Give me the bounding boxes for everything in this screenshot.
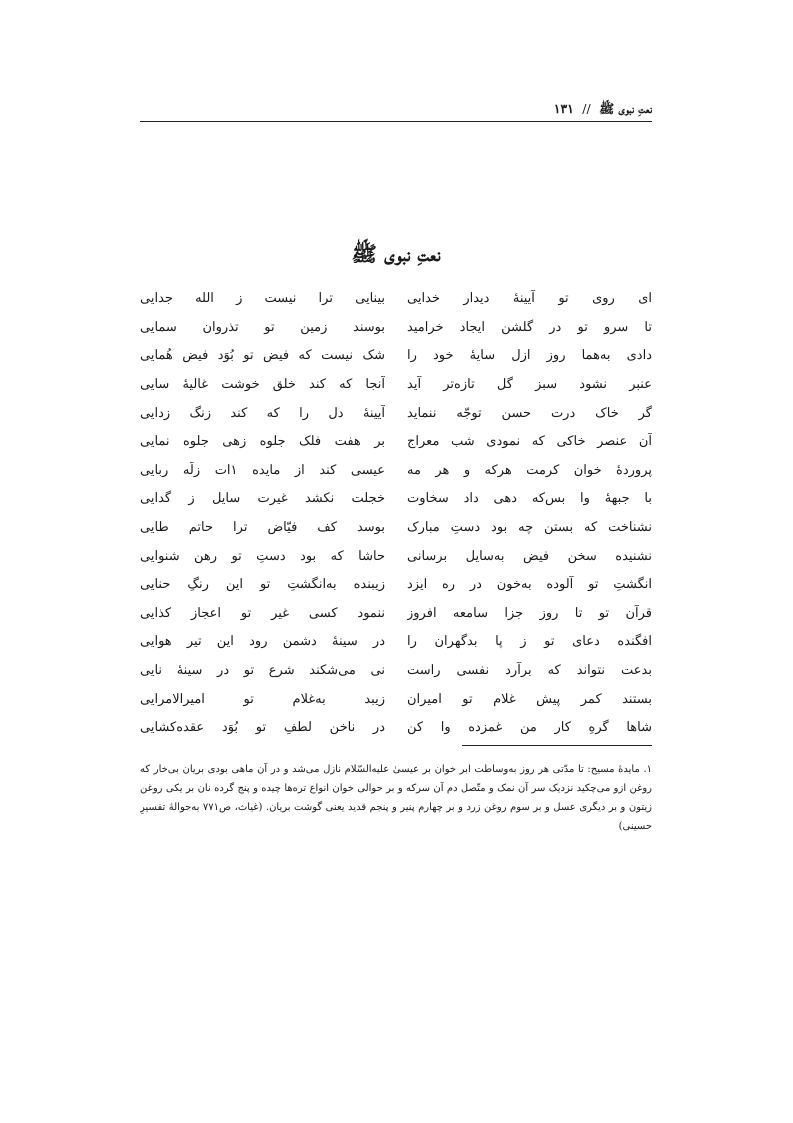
hemistich-second: ننمود کسی غیر تو اعجاز کذایی xyxy=(140,605,385,621)
hemistich-second: نی می‌شکند شرع تو در سینۀ نایی xyxy=(140,663,385,679)
hemistich-first: دادی به‌هما روز ازل سایۀ خود را xyxy=(407,348,652,364)
couplet xyxy=(140,428,652,457)
couplet xyxy=(140,628,652,657)
couplet xyxy=(140,371,652,400)
hemistich-second: خجلت نکشد غیرت سایل ز گدایی xyxy=(140,491,385,507)
hemistich-second: بوسند زمین تو تذروان سمایی xyxy=(140,319,385,335)
couplet xyxy=(140,714,652,743)
hemistich-first: قرآن تو تا روز جزا سامعه افروز xyxy=(407,605,652,621)
hemistich-second: بوسد کف فیّاض ترا حاتم طایی xyxy=(140,520,385,536)
hemistich-first: گر خاک درت حسن توجّه ننماید xyxy=(407,405,652,421)
couplet xyxy=(140,314,652,343)
hemistich-second: بر هفت فلک جلوه زهی جلوه نمایی xyxy=(140,434,385,450)
hemistich-first: ای روی تو آیینۀ دیدار خدایی xyxy=(407,291,652,307)
running-header xyxy=(140,98,652,120)
hemistich-first: عنبر نشود سبز گل تازه‌تر آید xyxy=(407,377,652,393)
hemistich-second: عیسی کند از مایده ۱ات زلّه ربایی xyxy=(140,462,385,478)
footnote-rule xyxy=(462,745,652,746)
hemistich-first: تا سرو تو در گلشن ایجاد خرامید xyxy=(407,319,652,335)
hemistich-second: زیبد به‌غلام تو امیرالامرایی xyxy=(140,691,385,707)
hemistich-first: با جبهۀ وا بس‌که دهی داد سخاوت xyxy=(407,491,652,507)
hemistich-first: بستند کمر پیش غلام تو امیران xyxy=(407,691,652,707)
header-rule xyxy=(140,121,652,122)
hemistich-second: آیینۀ دل را که کند زنگ زدایی xyxy=(140,405,385,421)
couplet xyxy=(140,342,652,371)
couplet xyxy=(140,399,652,428)
hemistich-second: شک نیست که فیض تو بُوَد فیض هُمایی xyxy=(140,348,385,364)
hemistich-first: شاها گرهِ کار من غمزده وا کن xyxy=(407,720,652,736)
couplet xyxy=(140,571,652,600)
running-header-title: نعتِ نبوی ﷺ xyxy=(599,101,652,116)
hemistich-second: در ناخن لطفِ تو بُوَد عقده‌کشایی xyxy=(140,720,385,736)
couplet xyxy=(140,542,652,571)
hemistich-first: پروردۀ خوان کرمت هرکه و هر مه xyxy=(407,462,652,478)
hemistich-second: زیبنده به‌انگشتِ تو این رنگِ حنایی xyxy=(140,577,385,593)
hemistich-second: بینایی ترا نیست ز الله جدایی xyxy=(140,291,385,307)
running-header-separator: // xyxy=(582,101,591,116)
hemistich-first: آن عنصر خاکی که نمودی شب معراج xyxy=(407,434,652,450)
couplet xyxy=(140,600,652,629)
hemistich-first: بدعت نتواند که برآرد نفسی راست xyxy=(407,663,652,679)
hemistich-second: در سینۀ دشمن رود این تیر هوایی xyxy=(140,634,385,650)
poem-title: نعتِ نبوی ﷺ xyxy=(351,241,441,266)
page-number: ۱۳۱ xyxy=(553,101,574,116)
hemistich-first: افگنده دعای تو ز پا بدگهران را xyxy=(407,634,652,650)
couplet xyxy=(140,514,652,543)
couplet xyxy=(140,457,652,486)
hemistich-first: انگشتِ تو آلوده به‌خون در ره ایزد xyxy=(407,577,652,593)
hemistich-first: نشنیده سخن فیض به‌سایل برسانی xyxy=(407,548,652,564)
footnote: ۱. مایدۀ مسیح: تا مدّتی هر روز به‌وساطت ابر خوان بر عیسیٰ علیه‌السّلام نازل می‌شد و در آن ماهی بودی بریان بی‌خار که روغن ازو می‌چکید نزدیک سر آن نمک و متّصل دم آن سرکه و بر حوالی خوان انواع تره‌ها چیده و پنج گرده نان بر یکی روغن زیتون و بر دیگری عسل و بر سوم روغن زرد و بر چهارم پنیر و پنجم قدید یعنی گوشت بریان. (غیاث، ص۷۷۱ به‌حوالۀ تفسیرِ حسینی) xyxy=(140,764,652,832)
hemistich-first: نشناخت که بستن چه بود دستِ مبارک xyxy=(407,520,652,536)
couplet xyxy=(140,285,652,314)
poem-body xyxy=(140,285,652,743)
hemistich-second: حاشا که بود دستِ تو رهن شنوایی xyxy=(140,548,385,564)
couplet xyxy=(140,657,652,686)
couplet xyxy=(140,685,652,714)
hemistich-second: آنجا که کند خلق خوشت غالیۀ سایی xyxy=(140,377,385,393)
couplet xyxy=(140,485,652,514)
